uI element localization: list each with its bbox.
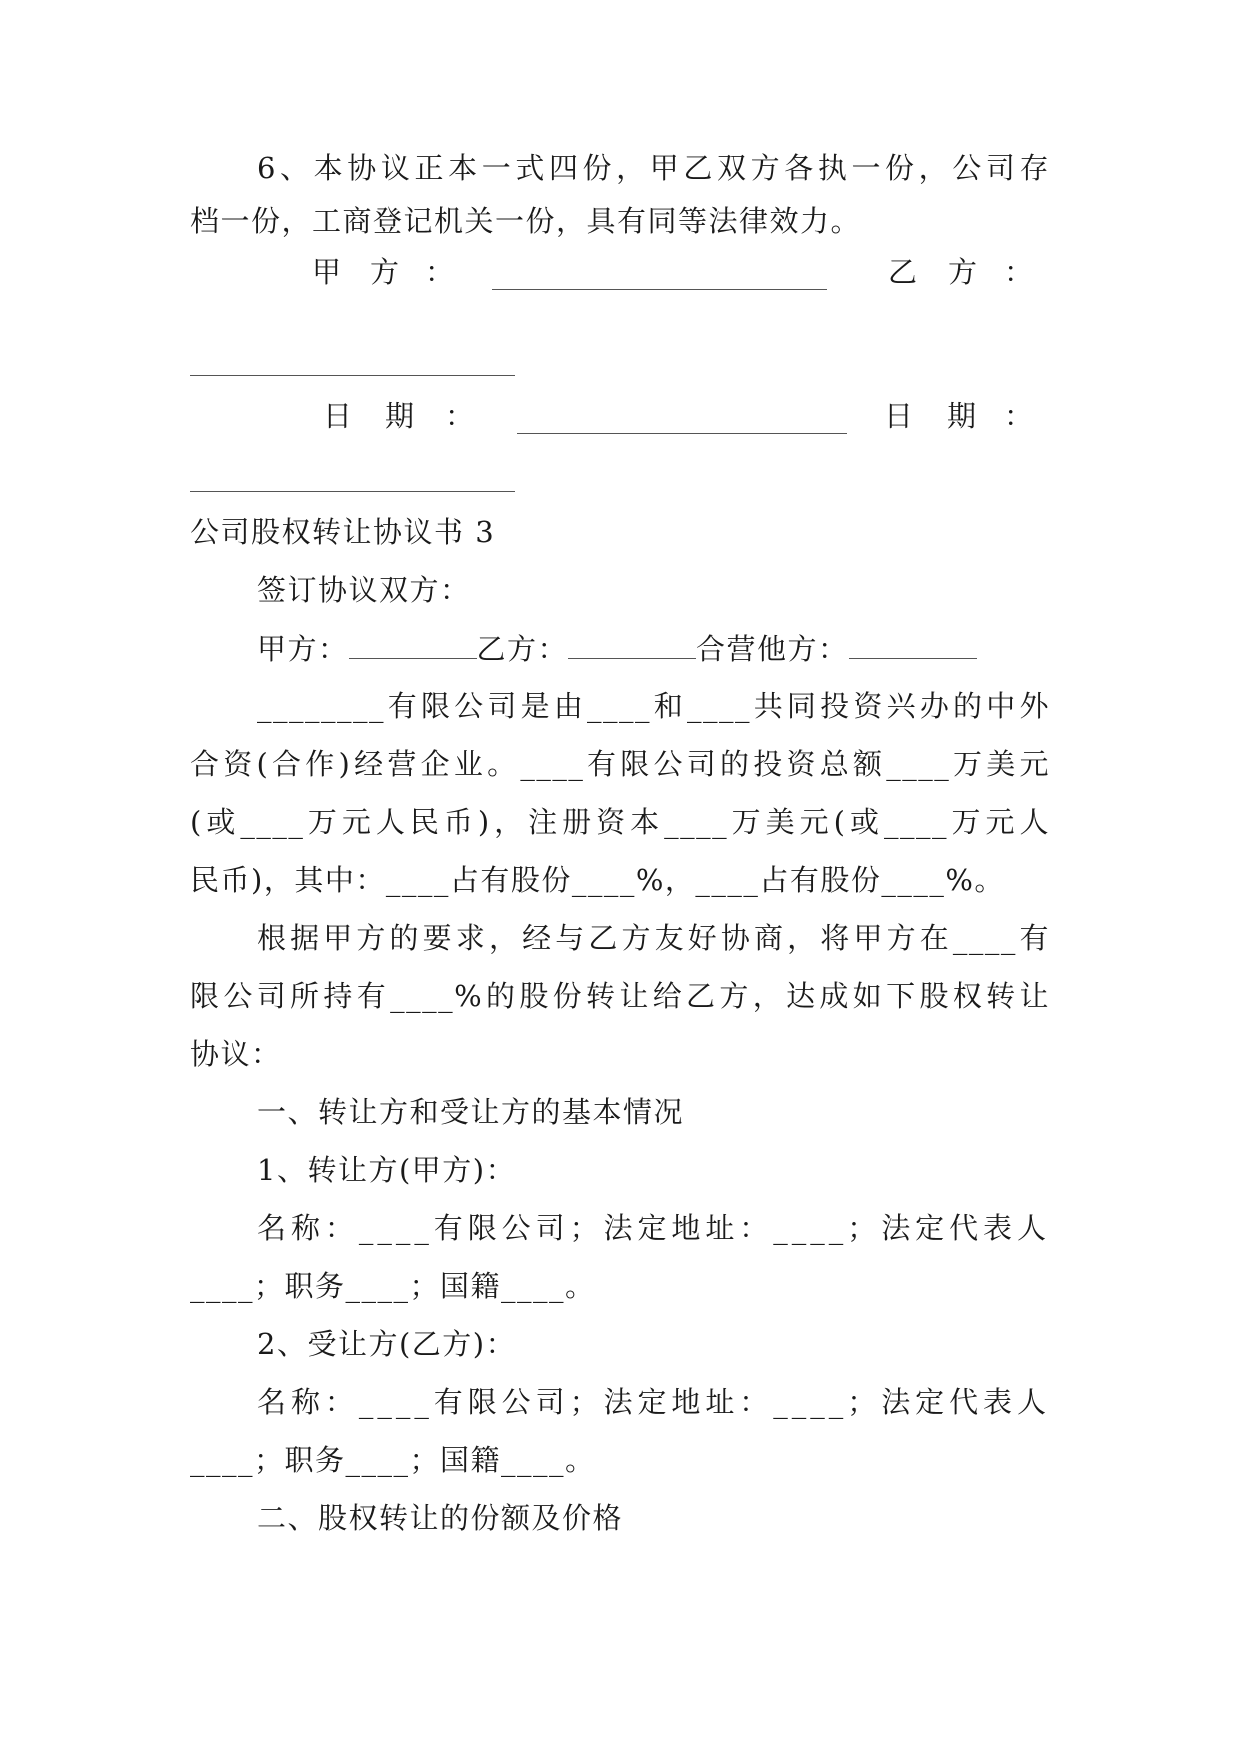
party-b-label: 乙方： [476, 632, 569, 666]
clause-6-line-1: 6、本协议正本一式四份，甲乙双方各执一份，公司存 [257, 151, 1050, 185]
section-2-heading: 二、股权转让的份额及价格 [257, 1501, 624, 1535]
date-b-label-char2: 期 [947, 399, 977, 433]
party-b-label-char1: 乙 [888, 255, 918, 289]
clause-6-line-2: 档一份，工商登记机关一份，具有同等法律效力。 [190, 204, 862, 238]
intro-line-2: 合资(合作)经营企业。____有限公司的投资总额____万美元 [190, 747, 1050, 781]
date-b-line [190, 490, 515, 492]
other-party-label: 合营他方： [696, 632, 849, 666]
basis-line-3: 协议： [190, 1037, 282, 1071]
section-1-heading: 一、转让方和受让方的基本情况 [257, 1095, 685, 1129]
party-a-blank [349, 630, 477, 659]
basis-line-1: 根据甲方的要求，经与乙方友好协商，将甲方在____有 [257, 921, 1050, 955]
basis-line-2: 限公司所持有____%的股份转让给乙方，达成如下股权转让 [190, 979, 1050, 1013]
date-a-label-char2: 期 [385, 399, 415, 433]
party-a-colon: ： [425, 255, 455, 289]
intro-line-1: ________有限公司是由____和____共同投资兴办的中外 [257, 689, 1050, 723]
party-b-label-char2: 方 [948, 255, 978, 289]
date-b-colon: ： [1004, 399, 1034, 433]
agreement-title-3: 公司股权转让协议书 3 [190, 515, 496, 549]
section-1-item-2: 2、受让方(乙方)： [257, 1327, 517, 1361]
date-a-line [517, 432, 847, 434]
party-a-label: 甲方： [257, 632, 349, 666]
party-b-signature-line [190, 374, 515, 376]
party-b-blank [568, 630, 696, 659]
section-1-item-1: 1、转让方(甲方)： [257, 1153, 517, 1187]
signing-parties-label: 签订协议双方： [257, 573, 471, 607]
parties-line [257, 630, 1050, 666]
date-b-label-char1: 日 [884, 399, 914, 433]
party-a-label-char1: 甲 [312, 255, 342, 289]
transferee-details-line-1: 名称：____有限公司；法定地址：____；法定代表人 [257, 1385, 1050, 1419]
transferee-details-line-2: ____；职务____；国籍____。 [190, 1443, 596, 1477]
date-a-colon: ： [445, 399, 475, 433]
party-a-signature-line [492, 288, 827, 290]
transferor-details-line-1: 名称：____有限公司；法定地址：____；法定代表人 [257, 1211, 1050, 1245]
other-party-blank [849, 630, 977, 659]
intro-line-4: 民币)，其中：____占有股份____%，____占有股份____%。 [190, 863, 1005, 897]
intro-line-3: (或____万元人民币)，注册资本____万美元(或____万元人 [190, 805, 1050, 839]
party-b-colon: ： [1004, 255, 1034, 289]
date-a-label-char1: 日 [323, 399, 353, 433]
transferor-details-line-2: ____；职务____；国籍____。 [190, 1269, 596, 1303]
party-a-label-char2: 方 [370, 255, 400, 289]
